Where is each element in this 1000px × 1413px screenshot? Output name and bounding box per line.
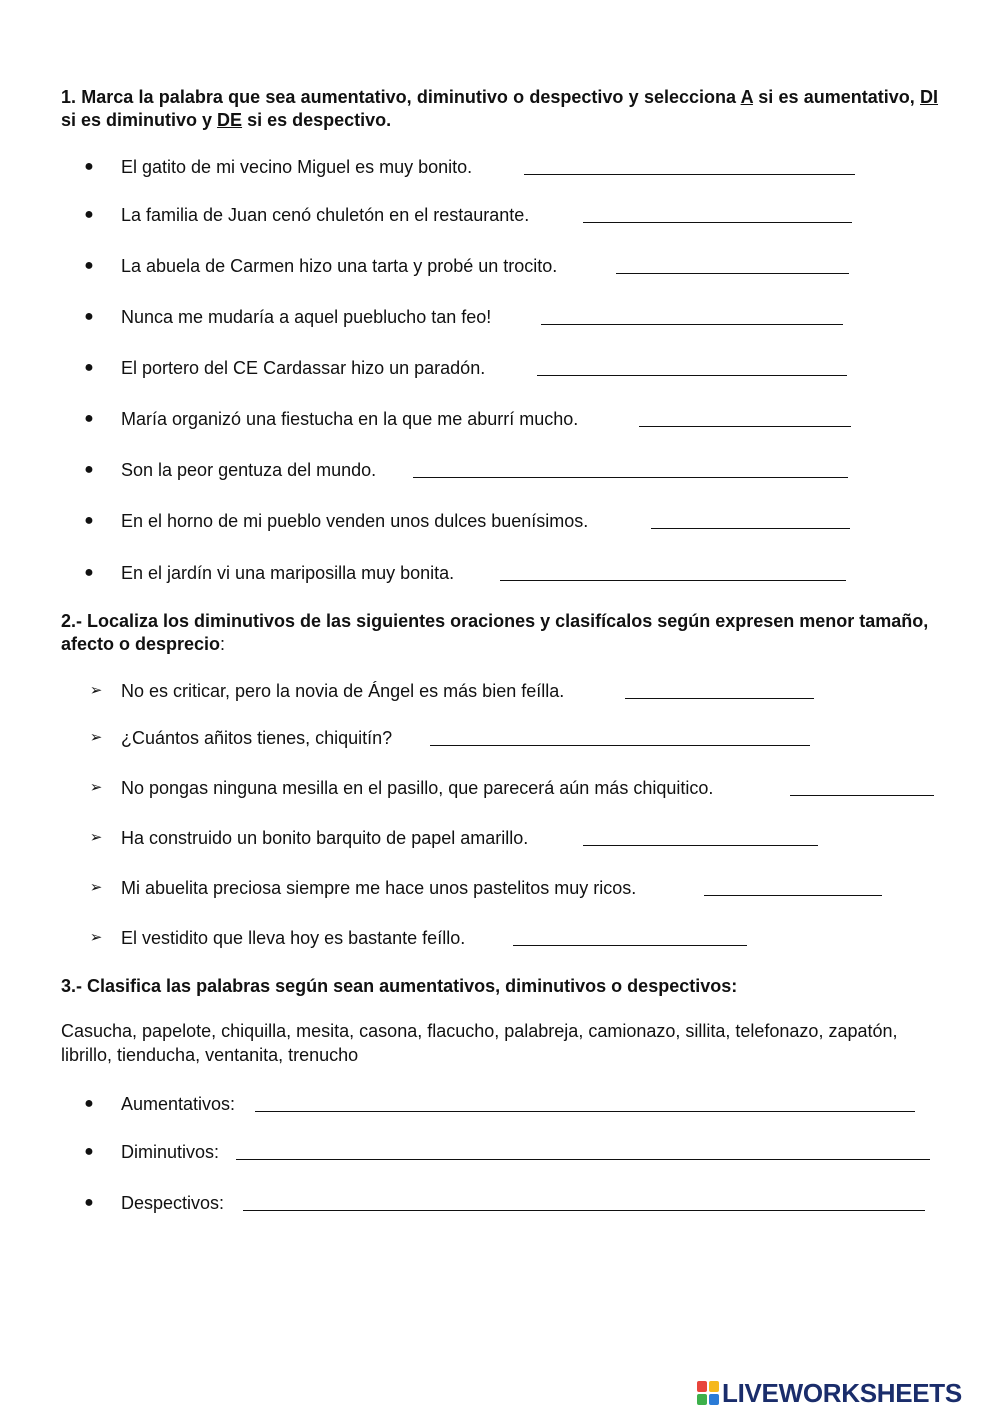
bullet-icon: ● [84, 564, 94, 581]
section1-heading-text: si es aumentativo, [752, 87, 921, 107]
section3-heading: 3.- Clasifica las palabras según sean aumentativos, diminutivos o despectivos: [61, 976, 738, 996]
sentence: El gatito de mi vecino Miguel es muy bonito. [121, 157, 473, 177]
section2-heading-colon: : [220, 634, 226, 654]
bullet-icon: ● [84, 359, 94, 376]
answer-blank[interactable] [583, 845, 818, 846]
bullet-icon: ● [84, 410, 94, 427]
answer-blank[interactable] [236, 1159, 930, 1160]
bullet-icon: ● [84, 158, 94, 175]
answer-blank[interactable] [413, 477, 848, 478]
answer-blank[interactable] [430, 745, 810, 746]
sentence: No es criticar, pero la novia de Ángel es más bien feílla. [121, 681, 565, 701]
bullet-icon: ● [84, 1143, 94, 1160]
section1-heading [61, 86, 938, 132]
answer-blank[interactable] [639, 426, 851, 427]
sentence: Son la peor gentuza del mundo. [121, 460, 377, 480]
answer-blank[interactable] [513, 945, 747, 946]
watermark-text: LIVEWORKSHEETS [722, 1377, 962, 1408]
answer-blank[interactable] [524, 174, 855, 175]
answer-blank[interactable] [790, 795, 934, 796]
sentence: ¿Cuántos añitos tienes, chiquitín? [121, 728, 393, 748]
logo-tile [709, 1381, 719, 1392]
sentence: En el jardín vi una mariposilla muy bonita. [121, 563, 455, 583]
sentence: La abuela de Carmen hizo una tarta y probé un trocito. [121, 256, 558, 276]
bullet-icon: ● [84, 1095, 94, 1112]
sentence: El portero del CE Cardassar hizo un paradón. [121, 358, 486, 378]
sentence: Ha construido un bonito barquito de papel amarillo. [121, 828, 529, 848]
section2-heading [61, 610, 941, 656]
sentence: Nunca me mudaría a aquel pueblucho tan feo! [121, 307, 492, 327]
logo-tile [697, 1394, 707, 1405]
sentence: El vestidito que lleva hoy es bastante feíllo. [121, 928, 466, 948]
answer-blank[interactable] [616, 273, 849, 274]
sentence: La familia de Juan cenó chuletón en el restaurante. [121, 205, 530, 225]
sentence: Mi abuelita preciosa siempre me hace unos pastelitos muy ricos. [121, 878, 637, 898]
watermark [697, 1377, 962, 1409]
answer-blank[interactable] [500, 580, 846, 581]
bullet-icon: ● [84, 461, 94, 478]
sentence: En el horno de mi pueblo venden unos dulces buenísimos. [121, 511, 589, 531]
answer-blank[interactable] [704, 895, 882, 896]
answer-blank[interactable] [243, 1210, 925, 1211]
liveworksheets-logo-icon [697, 1381, 719, 1405]
word-list: Casucha, papelote, chiquilla, mesita, casona, flacucho, palabreja, camionazo, sillita, telefonazo, zapatón, librillo, tienducha, ventanita, trenucho [61, 1021, 898, 1065]
answer-blank[interactable] [255, 1111, 915, 1112]
sentence: María organizó una fiestucha en la que me aburrí mucho. [121, 409, 579, 429]
answer-blank[interactable] [651, 528, 850, 529]
bullet-icon: ● [84, 512, 94, 529]
category-label: Diminutivos: [121, 1142, 220, 1162]
answer-blank[interactable] [625, 698, 814, 699]
logo-tile [709, 1394, 719, 1405]
sentence: No pongas ninguna mesilla en el pasillo, que parecerá aún más chiquitico. [121, 778, 714, 798]
arrow-bullet-icon: ➢ [89, 879, 103, 896]
arrow-bullet-icon: ➢ [89, 729, 103, 746]
bullet-icon: ● [84, 1194, 94, 1211]
answer-blank[interactable] [537, 375, 847, 376]
mark-di: DI [920, 87, 939, 107]
arrow-bullet-icon: ➢ [89, 929, 103, 946]
answer-blank[interactable] [583, 222, 852, 223]
section1-heading-text: si es diminutivo y [61, 110, 218, 130]
logo-tile [697, 1381, 707, 1392]
arrow-bullet-icon: ➢ [89, 829, 103, 846]
arrow-bullet-icon: ➢ [89, 779, 103, 796]
section1-heading-text: 1. Marca la palabra que sea aumentativo, diminutivo o despectivo y selecciona [61, 87, 741, 107]
section2-heading-text: 2.- Localiza los diminutivos de las siguientes oraciones y clasifícalos según expresen menor tamaño, afecto o desprecio [61, 611, 929, 654]
bullet-icon: ● [84, 206, 94, 223]
mark-de: DE [217, 110, 243, 130]
section1-heading-text: si es despectivo. [242, 110, 392, 130]
category-label: Despectivos: [121, 1193, 225, 1213]
mark-a: A [740, 87, 753, 107]
category-label: Aumentativos: [121, 1094, 236, 1114]
bullet-icon: ● [84, 257, 94, 274]
answer-blank[interactable] [541, 324, 843, 325]
arrow-bullet-icon: ➢ [89, 682, 103, 699]
bullet-icon: ● [84, 308, 94, 325]
